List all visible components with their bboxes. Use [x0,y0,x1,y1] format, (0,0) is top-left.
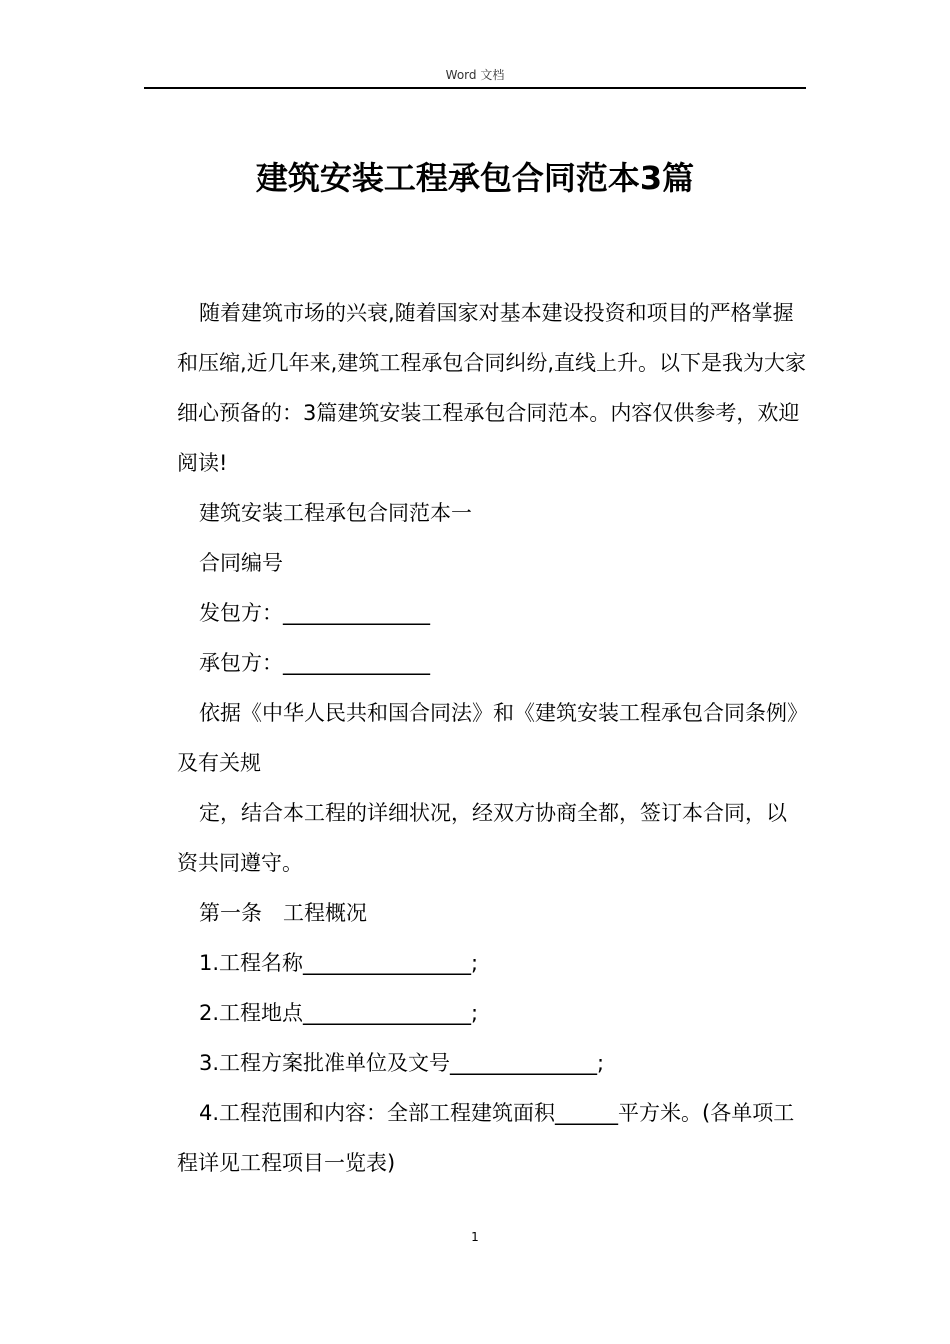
paragraph-project-scope: 4.工程范围和内容：全部工程建筑面积______平方米。(各单项工程详见工程项目一览表) [177,1101,795,1175]
paragraph-project-location: 2.工程地点________________; [199,1001,479,1025]
header-divider [144,87,806,89]
paragraph-article-one: 第一条 工程概况 [199,901,367,925]
paragraph-agreement: 定，结合本工程的详细状况，经双方协商全都，签订本合同，以资共同遵守。 [177,801,787,875]
document-title: 建筑安装工程承包合同范本3篇 [255,159,695,197]
paragraph-intro: 随着建筑市场的兴衰,随着国家对基本建设投资和项目的严格掌握和压缩,近几年来,建筑工程承包合同纠纷,直线上升。以下是我为大家细心预备的：3篇建筑安装工程承包合同范本。内容仅供参考，欢迎阅读! [177,301,807,475]
page-header: Word 文档 [445,68,505,82]
paragraph-approval-unit: 3.工程方案批准单位及文号______________; [199,1051,605,1075]
paragraph-section-heading: 建筑安装工程承包合同范本一 [199,501,472,525]
paragraph-legal-basis: 依据《中华人民共和国合同法》和《建筑安装工程承包合同条例》及有关规 [177,701,798,775]
paragraph-contract-number: 合同编号 [199,551,283,575]
page-number: 1 [471,1230,479,1244]
paragraph-contractor: 承包方：______________ [199,651,430,675]
document-body [177,288,807,1188]
paragraph-project-name: 1.工程名称________________; [199,951,479,975]
paragraph-employer: 发包方：______________ [199,601,430,625]
